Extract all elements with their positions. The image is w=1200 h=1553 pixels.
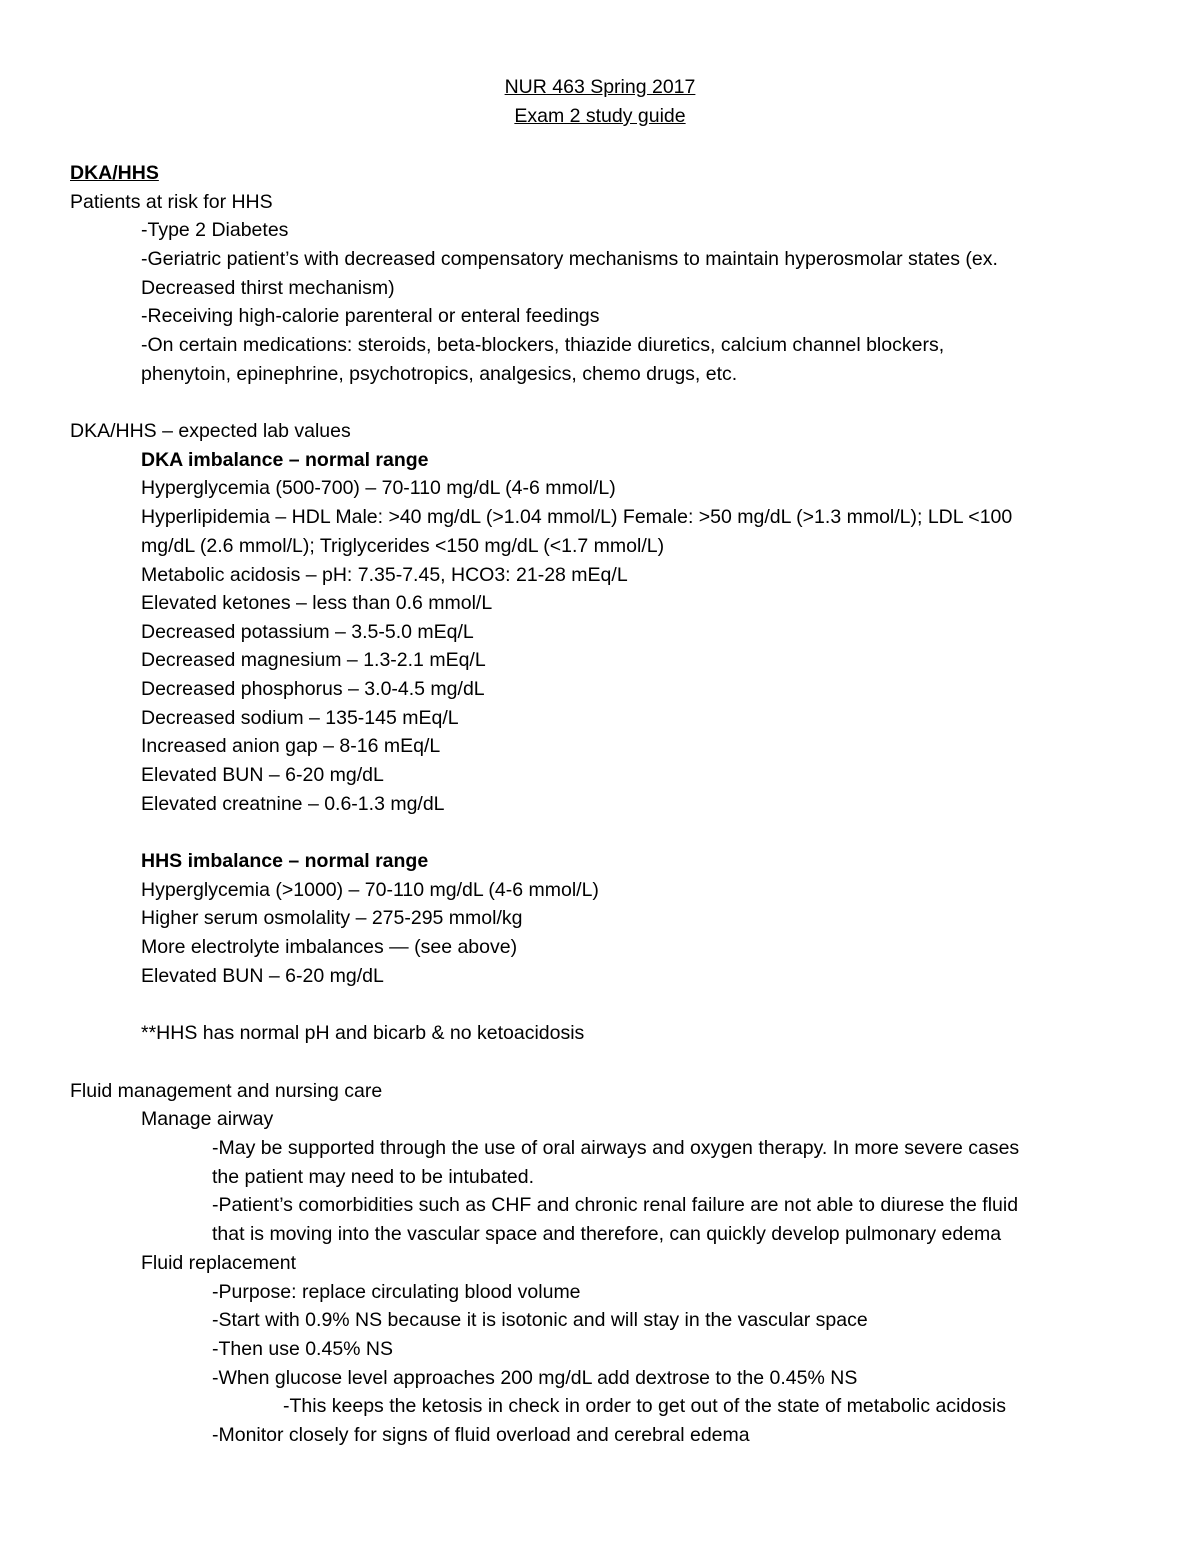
dka-item: Hyperlipidemia – HDL Male: >40 mg/dL (>1.04 mmol/L) Female: >50 mg/dL (>1.3 mmol/L); LDL <100: [141, 506, 1013, 528]
replacement-item: -When glucose level approaches 200 mg/dL add dextrose to the 0.45% NS: [212, 1367, 858, 1389]
dka-item: mg/dL (2.6 mmol/L); Triglycerides <150 mg/dL (<1.7 mmol/L): [141, 535, 665, 557]
risk-item: -Geriatric patient’s with decreased compensatory mechanisms to maintain hyperosmolar states (ex.: [141, 248, 998, 270]
dka-item: Decreased sodium – 135-145 mEq/L: [141, 707, 459, 729]
document-subtitle: Exam 2 study guide: [514, 105, 686, 127]
dka-item: Elevated creatnine – 0.6-1.3 mg/dL: [141, 793, 445, 815]
hhs-item: Higher serum osmolality – 275-295 mmol/kg: [141, 907, 523, 929]
hhs-item: Elevated BUN – 6-20 mg/dL: [141, 965, 384, 987]
replacement-sub-item: -This keeps the ketosis in check in order to get out of the state of metabolic acidosis: [283, 1395, 1006, 1417]
document-title: NUR 463 Spring 2017: [504, 76, 696, 98]
replacement-item: -Monitor closely for signs of fluid overload and cerebral edema: [212, 1424, 750, 1446]
hhs-heading: HHS imbalance – normal range: [141, 850, 429, 872]
labs-label: DKA/HHS – expected lab values: [70, 420, 351, 442]
risk-item: -Receiving high-calorie parenteral or enteral feedings: [141, 305, 600, 327]
replacement-label: Fluid replacement: [141, 1252, 296, 1274]
airway-item: -Patient’s comorbidities such as CHF and chronic renal failure are not able to diurese the fluid: [212, 1194, 1019, 1216]
replacement-item: -Purpose: replace circulating blood volume: [212, 1281, 581, 1303]
risk-item: -On certain medications: steroids, beta-blockers, thiazide diuretics, calcium channel blockers,: [141, 334, 945, 356]
airway-item: -May be supported through the use of oral airways and oxygen therapy. In more severe cases: [212, 1137, 1020, 1159]
dka-item: Decreased phosphorus – 3.0-4.5 mg/dL: [141, 678, 485, 700]
hhs-item: More electrolyte imbalances — (see above): [141, 936, 518, 958]
risk-label: Patients at risk for HHS: [70, 191, 273, 213]
section-heading: DKA/HHS: [70, 162, 159, 184]
airway-item: the patient may need to be intubated.: [212, 1166, 534, 1188]
risk-item: Decreased thirst mechanism): [141, 277, 395, 299]
risk-item: -Type 2 Diabetes: [141, 219, 289, 241]
dka-item: Metabolic acidosis – pH: 7.35-7.45, HCO3: 21-28 mEq/L: [141, 564, 628, 586]
hhs-item: Hyperglycemia (>1000) – 70-110 mg/dL (4-6 mmol/L): [141, 879, 599, 901]
dka-item: Elevated ketones – less than 0.6 mmol/L: [141, 592, 493, 614]
dka-item: Decreased magnesium – 1.3-2.1 mEq/L: [141, 649, 486, 671]
airway-item: that is moving into the vascular space and therefore, can quickly develop pulmonary edema: [212, 1223, 1002, 1245]
dka-item: Increased anion gap – 8-16 mEq/L: [141, 735, 441, 757]
dka-heading: DKA imbalance – normal range: [141, 449, 429, 471]
replacement-item: -Then use 0.45% NS: [212, 1338, 394, 1360]
dka-item: Hyperglycemia (500-700) – 70-110 mg/dL (4-6 mmol/L): [141, 477, 616, 499]
fluid-label: Fluid management and nursing care: [70, 1080, 383, 1102]
dka-item: Elevated BUN – 6-20 mg/dL: [141, 764, 384, 786]
airway-label: Manage airway: [141, 1108, 274, 1130]
risk-item: phenytoin, epinephrine, psychotropics, analgesics, chemo drugs, etc.: [141, 363, 738, 385]
replacement-item: -Start with 0.9% NS because it is isotonic and will stay in the vascular space: [212, 1309, 868, 1331]
dka-item: Decreased potassium – 3.5-5.0 mEq/L: [141, 621, 474, 643]
hhs-note: **HHS has normal pH and bicarb & no ketoacidosis: [141, 1022, 585, 1044]
